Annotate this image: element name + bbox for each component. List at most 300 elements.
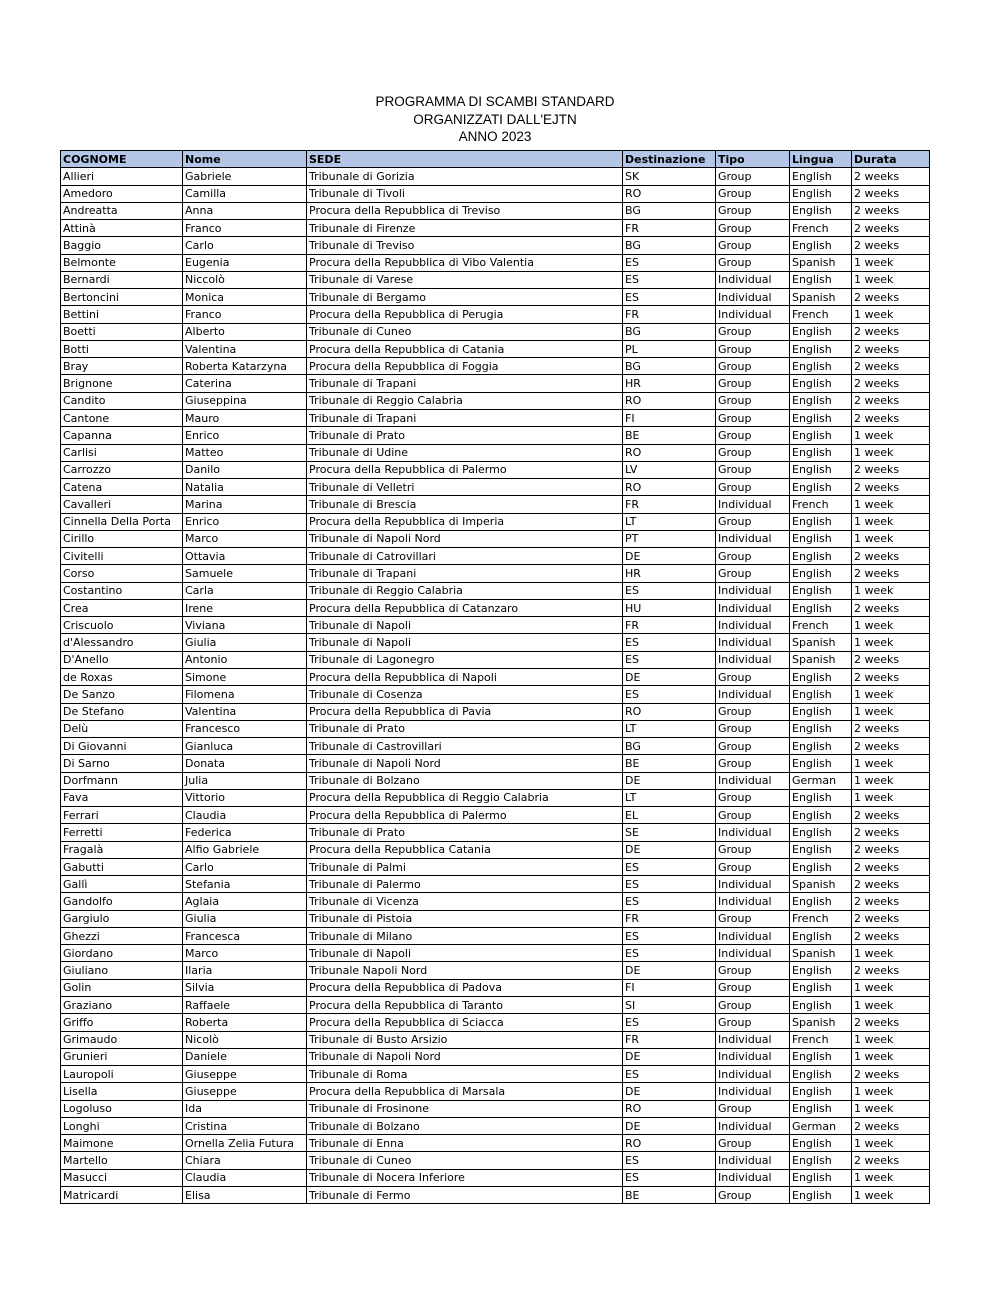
- nome-cell: Federica: [183, 824, 307, 841]
- destinazione-cell: SK: [623, 168, 716, 185]
- cognome-cell: Boetti: [61, 323, 183, 340]
- sede-cell: Procura della Repubblica di Palermo: [307, 461, 623, 478]
- destinazione-cell: DE: [623, 668, 716, 685]
- destinazione-cell: RO: [623, 703, 716, 720]
- table-row: [61, 513, 930, 530]
- durata-cell: 2 weeks: [852, 185, 930, 202]
- destinazione-cell: BG: [623, 323, 716, 340]
- durata-cell: 1 week: [852, 1048, 930, 1065]
- table-row: [61, 1186, 930, 1203]
- durata-cell: 1 week: [852, 444, 930, 461]
- tipo-cell: Group: [716, 858, 790, 875]
- destinazione-cell: DE: [623, 548, 716, 565]
- nome-cell: Cristina: [183, 1117, 307, 1134]
- lingua-cell: English: [790, 755, 852, 772]
- table-row: [61, 824, 930, 841]
- destinazione-cell: FI: [623, 979, 716, 996]
- cognome-cell: Gabutti: [61, 858, 183, 875]
- durata-cell: 1 week: [852, 496, 930, 513]
- lingua-cell: Spanish: [790, 254, 852, 271]
- table-row: [61, 1135, 930, 1152]
- durata-cell: 1 week: [852, 617, 930, 634]
- durata-cell: 1 week: [852, 997, 930, 1014]
- table-row: [61, 720, 930, 737]
- tipo-cell: Group: [716, 841, 790, 858]
- destinazione-cell: FR: [623, 306, 716, 323]
- table-row: [61, 876, 930, 893]
- sede-cell: Procura della Repubblica di Foggia: [307, 358, 623, 375]
- cognome-cell: Andreatta: [61, 202, 183, 219]
- table-row: [61, 254, 930, 271]
- tipo-cell: Group: [716, 910, 790, 927]
- destinazione-cell: ES: [623, 1169, 716, 1186]
- lingua-cell: English: [790, 237, 852, 254]
- tipo-cell: Group: [716, 668, 790, 685]
- cognome-cell: Fragalà: [61, 841, 183, 858]
- destinazione-cell: HU: [623, 599, 716, 616]
- sede-cell: Tribunale di Cosenza: [307, 686, 623, 703]
- table-row: [61, 997, 930, 1014]
- durata-cell: 2 weeks: [852, 1066, 930, 1083]
- sede-cell: Tribunale di Prato: [307, 427, 623, 444]
- table-row: [61, 1100, 930, 1117]
- tipo-cell: Group: [716, 461, 790, 478]
- cognome-cell: Griffo: [61, 1014, 183, 1031]
- lingua-cell: English: [790, 927, 852, 944]
- destinazione-cell: ES: [623, 686, 716, 703]
- table-row: [61, 772, 930, 789]
- lingua-cell: English: [790, 1083, 852, 1100]
- destinazione-cell: BG: [623, 202, 716, 219]
- cognome-cell: Fava: [61, 789, 183, 806]
- tipo-cell: Group: [716, 427, 790, 444]
- lingua-cell: Spanish: [790, 945, 852, 962]
- durata-cell: 2 weeks: [852, 876, 930, 893]
- cognome-cell: Giordano: [61, 945, 183, 962]
- durata-cell: 1 week: [852, 772, 930, 789]
- destinazione-cell: ES: [623, 289, 716, 306]
- tipo-cell: Group: [716, 1186, 790, 1203]
- durata-cell: 2 weeks: [852, 910, 930, 927]
- destinazione-cell: BE: [623, 427, 716, 444]
- destinazione-cell: LT: [623, 789, 716, 806]
- sede-cell: Procura della Repubblica di Pavia: [307, 703, 623, 720]
- nome-cell: Raffaele: [183, 997, 307, 1014]
- nome-cell: Franco: [183, 306, 307, 323]
- tipo-cell: Individual: [716, 945, 790, 962]
- lingua-cell: English: [790, 1135, 852, 1152]
- sede-cell: Tribunale di Gorizia: [307, 168, 623, 185]
- destinazione-cell: RO: [623, 1100, 716, 1117]
- sede-cell: Tribunale di Treviso: [307, 237, 623, 254]
- destinazione-cell: ES: [623, 927, 716, 944]
- cognome-cell: Bray: [61, 358, 183, 375]
- durata-cell: 2 weeks: [852, 738, 930, 755]
- table-header: [61, 151, 930, 168]
- sede-cell: Tribunale di Vicenza: [307, 893, 623, 910]
- nome-cell: Donata: [183, 755, 307, 772]
- title-line-1: PROGRAMMA DI SCAMBI STANDARD: [375, 94, 615, 109]
- cognome-cell: Grunieri: [61, 1048, 183, 1065]
- durata-cell: 2 weeks: [852, 1014, 930, 1031]
- lingua-cell: English: [790, 893, 852, 910]
- column-header-tipo: Tipo: [716, 151, 790, 168]
- tipo-cell: Individual: [716, 1117, 790, 1134]
- tipo-cell: Group: [716, 962, 790, 979]
- column-header-cognome: COGNOME: [61, 151, 183, 168]
- lingua-cell: English: [790, 168, 852, 185]
- sede-cell: Tribunale di Brescia: [307, 496, 623, 513]
- table-row: [61, 1014, 930, 1031]
- durata-cell: 1 week: [852, 582, 930, 599]
- nome-cell: Filomena: [183, 686, 307, 703]
- table-row: [61, 1083, 930, 1100]
- nome-cell: Gianluca: [183, 738, 307, 755]
- destinazione-cell: BG: [623, 738, 716, 755]
- nome-cell: Gabriele: [183, 168, 307, 185]
- tipo-cell: Group: [716, 409, 790, 426]
- durata-cell: 1 week: [852, 271, 930, 288]
- destinazione-cell: FR: [623, 220, 716, 237]
- table-row: [61, 599, 930, 616]
- lingua-cell: French: [790, 306, 852, 323]
- sede-cell: Tribunale di Prato: [307, 720, 623, 737]
- tipo-cell: Group: [716, 358, 790, 375]
- lingua-cell: Spanish: [790, 1014, 852, 1031]
- nome-cell: Valentina: [183, 340, 307, 357]
- destinazione-cell: ES: [623, 858, 716, 875]
- destinazione-cell: BG: [623, 358, 716, 375]
- cognome-cell: Ferrari: [61, 807, 183, 824]
- tipo-cell: Individual: [716, 599, 790, 616]
- table-row: [61, 185, 930, 202]
- sede-cell: Procura della Repubblica di Taranto: [307, 997, 623, 1014]
- durata-cell: 1 week: [852, 755, 930, 772]
- nome-cell: Enrico: [183, 513, 307, 530]
- sede-cell: Tribunale di Udine: [307, 444, 623, 461]
- destinazione-cell: HR: [623, 375, 716, 392]
- durata-cell: 1 week: [852, 686, 930, 703]
- lingua-cell: French: [790, 617, 852, 634]
- table-row: [61, 168, 930, 185]
- column-header-destinazione: Destinazione: [623, 151, 716, 168]
- sede-cell: Tribunale di Bolzano: [307, 1117, 623, 1134]
- sede-cell: Tribunale di Fermo: [307, 1186, 623, 1203]
- table-row: [61, 668, 930, 685]
- nome-cell: Ottavia: [183, 548, 307, 565]
- nome-cell: Stefania: [183, 876, 307, 893]
- cognome-cell: Allieri: [61, 168, 183, 185]
- durata-cell: 2 weeks: [852, 375, 930, 392]
- sede-cell: Tribunale di Cuneo: [307, 323, 623, 340]
- lingua-cell: Spanish: [790, 651, 852, 668]
- table-row: [61, 496, 930, 513]
- cognome-cell: Giuliano: [61, 962, 183, 979]
- lingua-cell: English: [790, 997, 852, 1014]
- cognome-cell: Gandolfo: [61, 893, 183, 910]
- tipo-cell: Group: [716, 979, 790, 996]
- nome-cell: Giuseppina: [183, 392, 307, 409]
- cognome-cell: Matricardi: [61, 1186, 183, 1203]
- lingua-cell: English: [790, 1100, 852, 1117]
- tipo-cell: Group: [716, 340, 790, 357]
- tipo-cell: Individual: [716, 927, 790, 944]
- tipo-cell: Group: [716, 254, 790, 271]
- sede-cell: Tribunale di Napoli Nord: [307, 1048, 623, 1065]
- tipo-cell: Individual: [716, 582, 790, 599]
- durata-cell: 2 weeks: [852, 168, 930, 185]
- destinazione-cell: ES: [623, 893, 716, 910]
- cognome-cell: Civitelli: [61, 548, 183, 565]
- sede-cell: Tribunale di Reggio Calabria: [307, 392, 623, 409]
- sede-cell: Tribunale di Tivoli: [307, 185, 623, 202]
- table-row: [61, 927, 930, 944]
- lingua-cell: English: [790, 686, 852, 703]
- sede-cell: Procura della Repubblica di Vibo Valentia: [307, 254, 623, 271]
- nome-cell: Claudia: [183, 807, 307, 824]
- lingua-cell: English: [790, 427, 852, 444]
- durata-cell: 1 week: [852, 306, 930, 323]
- nome-cell: Irene: [183, 599, 307, 616]
- durata-cell: 2 weeks: [852, 461, 930, 478]
- durata-cell: 2 weeks: [852, 220, 930, 237]
- sede-cell: Tribunale di Napoli: [307, 617, 623, 634]
- lingua-cell: Spanish: [790, 876, 852, 893]
- nome-cell: Giulia: [183, 634, 307, 651]
- cognome-cell: Golin: [61, 979, 183, 996]
- sede-cell: Tribunale di Trapani: [307, 375, 623, 392]
- tipo-cell: Individual: [716, 686, 790, 703]
- table-row: [61, 444, 930, 461]
- sede-cell: Tribunale di Busto Arsizio: [307, 1031, 623, 1048]
- nome-cell: Caterina: [183, 375, 307, 392]
- destinazione-cell: ES: [623, 271, 716, 288]
- durata-cell: 2 weeks: [852, 237, 930, 254]
- tipo-cell: Group: [716, 1135, 790, 1152]
- table-row: [61, 358, 930, 375]
- nome-cell: Antonio: [183, 651, 307, 668]
- tipo-cell: Individual: [716, 876, 790, 893]
- exchange-table: [60, 150, 930, 1204]
- nome-cell: Ornella Zelia Futura: [183, 1135, 307, 1152]
- lingua-cell: Spanish: [790, 289, 852, 306]
- destinazione-cell: ES: [623, 1066, 716, 1083]
- table-row: [61, 703, 930, 720]
- cognome-cell: Corso: [61, 565, 183, 582]
- lingua-cell: English: [790, 479, 852, 496]
- cognome-cell: Catena: [61, 479, 183, 496]
- nome-cell: Chiara: [183, 1152, 307, 1169]
- table-row: [61, 271, 930, 288]
- cognome-cell: D'Anello: [61, 651, 183, 668]
- cognome-cell: Cinnella Della Porta: [61, 513, 183, 530]
- sede-cell: Tribunale di Firenze: [307, 220, 623, 237]
- cognome-cell: d'Alessandro: [61, 634, 183, 651]
- destinazione-cell: BE: [623, 1186, 716, 1203]
- destinazione-cell: BG: [623, 237, 716, 254]
- tipo-cell: Individual: [716, 1066, 790, 1083]
- destinazione-cell: DE: [623, 1083, 716, 1100]
- destinazione-cell: FR: [623, 496, 716, 513]
- lingua-cell: English: [790, 444, 852, 461]
- nome-cell: Eugenia: [183, 254, 307, 271]
- title-line-2: ORGANIZZATI DALL'EJTN: [413, 111, 577, 127]
- sede-cell: Tribunale di Velletri: [307, 479, 623, 496]
- tipo-cell: Individual: [716, 1169, 790, 1186]
- nome-cell: Alberto: [183, 323, 307, 340]
- table-row: [61, 893, 930, 910]
- table-row: [61, 1169, 930, 1186]
- table-row: [61, 807, 930, 824]
- sede-cell: Tribunale di Napoli: [307, 945, 623, 962]
- tipo-cell: Individual: [716, 271, 790, 288]
- durata-cell: 1 week: [852, 703, 930, 720]
- lingua-cell: English: [790, 668, 852, 685]
- destinazione-cell: BE: [623, 755, 716, 772]
- cognome-cell: Grimaudo: [61, 1031, 183, 1048]
- destinazione-cell: ES: [623, 1014, 716, 1031]
- lingua-cell: English: [790, 461, 852, 478]
- sede-cell: Procura della Repubblica di Napoli: [307, 668, 623, 685]
- table-row: [61, 565, 930, 582]
- column-header-sede: SEDE: [307, 151, 623, 168]
- cognome-cell: Baggio: [61, 237, 183, 254]
- destinazione-cell: DE: [623, 772, 716, 789]
- cognome-cell: Martello: [61, 1152, 183, 1169]
- durata-cell: 2 weeks: [852, 858, 930, 875]
- cognome-cell: Bertoncini: [61, 289, 183, 306]
- nome-cell: Carlo: [183, 858, 307, 875]
- nome-cell: Danilo: [183, 461, 307, 478]
- cognome-cell: Bernardi: [61, 271, 183, 288]
- sede-cell: Tribunale di Napoli Nord: [307, 530, 623, 547]
- destinazione-cell: FR: [623, 1031, 716, 1048]
- cognome-cell: Botti: [61, 340, 183, 357]
- durata-cell: 1 week: [852, 1083, 930, 1100]
- nome-cell: Claudia: [183, 1169, 307, 1186]
- nome-cell: Francesca: [183, 927, 307, 944]
- lingua-cell: French: [790, 910, 852, 927]
- sede-cell: Tribunale di Bergamo: [307, 289, 623, 306]
- tipo-cell: Individual: [716, 530, 790, 547]
- sede-cell: Tribunale di Enna: [307, 1135, 623, 1152]
- lingua-cell: English: [790, 409, 852, 426]
- sede-cell: Procura della Repubblica di Perugia: [307, 306, 623, 323]
- table-row: [61, 962, 930, 979]
- destinazione-cell: LT: [623, 513, 716, 530]
- sede-cell: Tribunale di Nocera Inferiore: [307, 1169, 623, 1186]
- destinazione-cell: DE: [623, 962, 716, 979]
- cognome-cell: Logoluso: [61, 1100, 183, 1117]
- nome-cell: Ida: [183, 1100, 307, 1117]
- table-row: [61, 409, 930, 426]
- document-title: [0, 93, 990, 146]
- lingua-cell: English: [790, 789, 852, 806]
- nome-cell: Natalia: [183, 479, 307, 496]
- cognome-cell: De Sanzo: [61, 686, 183, 703]
- sede-cell: Tribunale di Lagonegro: [307, 651, 623, 668]
- cognome-cell: Ghezzi: [61, 927, 183, 944]
- lingua-cell: English: [790, 375, 852, 392]
- durata-cell: 2 weeks: [852, 599, 930, 616]
- table-row: [61, 617, 930, 634]
- table-row: [61, 202, 930, 219]
- durata-cell: 1 week: [852, 789, 930, 806]
- nome-cell: Viviana: [183, 617, 307, 634]
- table-row: [61, 858, 930, 875]
- sede-cell: Procura della Repubblica di Padova: [307, 979, 623, 996]
- durata-cell: 2 weeks: [852, 358, 930, 375]
- cognome-cell: Belmonte: [61, 254, 183, 271]
- durata-cell: 1 week: [852, 979, 930, 996]
- sede-cell: Tribunale di Varese: [307, 271, 623, 288]
- cognome-cell: Carlisi: [61, 444, 183, 461]
- cognome-cell: Bettini: [61, 306, 183, 323]
- destinazione-cell: HR: [623, 565, 716, 582]
- table-row: [61, 306, 930, 323]
- tipo-cell: Individual: [716, 1031, 790, 1048]
- durata-cell: 2 weeks: [852, 565, 930, 582]
- destinazione-cell: DE: [623, 1048, 716, 1065]
- tipo-cell: Group: [716, 323, 790, 340]
- cognome-cell: Candito: [61, 392, 183, 409]
- lingua-cell: German: [790, 1117, 852, 1134]
- nome-cell: Monica: [183, 289, 307, 306]
- lingua-cell: English: [790, 1048, 852, 1065]
- table-row: [61, 340, 930, 357]
- lingua-cell: French: [790, 1031, 852, 1048]
- header-row: [61, 151, 930, 168]
- durata-cell: 1 week: [852, 513, 930, 530]
- durata-cell: 2 weeks: [852, 720, 930, 737]
- lingua-cell: English: [790, 1152, 852, 1169]
- table-row: [61, 789, 930, 806]
- cognome-cell: de Roxas: [61, 668, 183, 685]
- destinazione-cell: ES: [623, 1152, 716, 1169]
- sede-cell: Tribunale di Cuneo: [307, 1152, 623, 1169]
- durata-cell: 2 weeks: [852, 1152, 930, 1169]
- lingua-cell: English: [790, 1169, 852, 1186]
- cognome-cell: Cirillo: [61, 530, 183, 547]
- lingua-cell: English: [790, 962, 852, 979]
- tipo-cell: Individual: [716, 772, 790, 789]
- destinazione-cell: LV: [623, 461, 716, 478]
- nome-cell: Marco: [183, 945, 307, 962]
- table-row: [61, 1066, 930, 1083]
- destinazione-cell: RO: [623, 185, 716, 202]
- sede-cell: Procura della Repubblica di Marsala: [307, 1083, 623, 1100]
- sede-cell: Tribunale Napoli Nord: [307, 962, 623, 979]
- tipo-cell: Group: [716, 444, 790, 461]
- sede-cell: Procura della Repubblica di Treviso: [307, 202, 623, 219]
- destinazione-cell: FI: [623, 409, 716, 426]
- table-row: [61, 392, 930, 409]
- lingua-cell: English: [790, 703, 852, 720]
- cognome-cell: Di Giovanni: [61, 738, 183, 755]
- tipo-cell: Individual: [716, 1083, 790, 1100]
- cognome-cell: Brignone: [61, 375, 183, 392]
- lingua-cell: English: [790, 824, 852, 841]
- cognome-cell: Masucci: [61, 1169, 183, 1186]
- lingua-cell: French: [790, 496, 852, 513]
- durata-cell: 2 weeks: [852, 392, 930, 409]
- destinazione-cell: RO: [623, 479, 716, 496]
- sede-cell: Tribunale di Roma: [307, 1066, 623, 1083]
- table-row: [61, 323, 930, 340]
- sede-cell: Tribunale di Bolzano: [307, 772, 623, 789]
- cognome-cell: Capanna: [61, 427, 183, 444]
- tipo-cell: Group: [716, 202, 790, 219]
